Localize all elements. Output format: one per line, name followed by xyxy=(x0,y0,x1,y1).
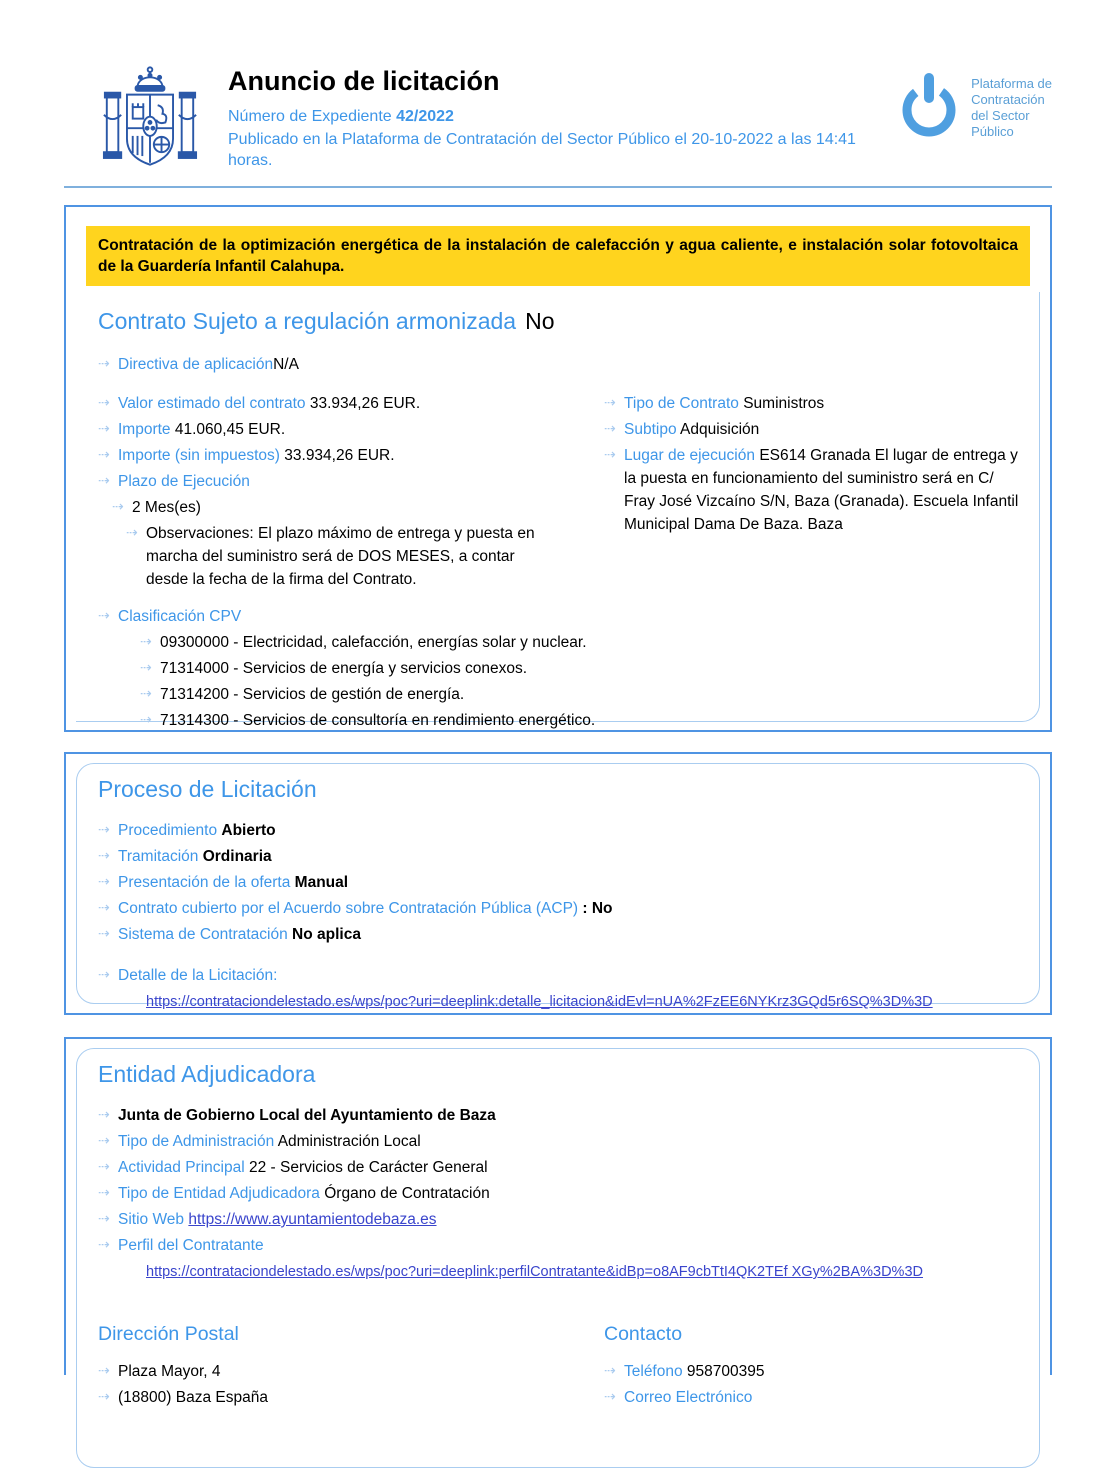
bullet-arrow-icon: ⇢ xyxy=(604,1389,616,1405)
field-value: 2 Mes(es) xyxy=(132,499,201,516)
field-value: Abierto xyxy=(221,822,276,839)
field-value: 33.934,26 EUR. xyxy=(309,395,421,412)
field-sistema-contratacion xyxy=(98,923,1024,946)
field-value: 41.060,45 EUR. xyxy=(174,421,286,438)
bullet-arrow-icon: ⇢ xyxy=(98,608,110,624)
bullet-arrow-icon: ⇢ xyxy=(112,499,124,515)
section-proceso-licitacion xyxy=(64,752,1052,1015)
field-label: Tramitación xyxy=(118,848,199,865)
power-button-icon xyxy=(897,70,961,138)
bullet-arrow-icon: ⇢ xyxy=(98,926,110,942)
field-label: Procedimiento xyxy=(118,822,218,839)
field-value: Suministros xyxy=(743,395,825,412)
field-value: Manual xyxy=(294,874,349,891)
bullet-arrow-icon: ⇢ xyxy=(98,1107,110,1123)
section-title-proceso: Proceso de Licitación xyxy=(98,776,317,802)
field-plazo-valor xyxy=(112,496,604,519)
bullet-arrow-icon: ⇢ xyxy=(140,634,152,650)
expediente-label: Número de Expediente xyxy=(228,108,392,125)
field-tipo-administracion xyxy=(98,1130,1024,1153)
bullet-arrow-icon: ⇢ xyxy=(98,848,110,864)
bullet-arrow-icon: ⇢ xyxy=(98,447,110,463)
bullet-arrow-icon: ⇢ xyxy=(98,874,110,890)
header-text-block xyxy=(228,66,860,171)
field-plazo-ejecucion xyxy=(98,470,604,493)
section-contrato xyxy=(64,205,1052,732)
cpv-item xyxy=(140,657,1024,680)
cpv-item xyxy=(140,683,1024,706)
detalle-url-line xyxy=(146,992,1024,1013)
section-title-entidad: Entidad Adjudicadora xyxy=(98,1061,316,1087)
field-label: Lugar de ejecución xyxy=(624,447,755,464)
field-label: Subtipo xyxy=(624,421,677,438)
field-lugar-ejecucion xyxy=(604,444,1024,536)
logo-text-line: Plataforma de xyxy=(971,76,1052,91)
cpv-item xyxy=(140,709,1024,732)
placsp-logo xyxy=(897,70,1052,140)
field-label: Contrato cubierto por el Acuerdo sobre Contratación Pública (ACP) xyxy=(118,900,579,917)
entity-name: Junta de Gobierno Local del Ayuntamiento de Baza xyxy=(118,1107,496,1124)
field-value: 958700395 xyxy=(686,1363,765,1380)
field-value: Ordinaria xyxy=(202,848,272,865)
bullet-arrow-icon: ⇢ xyxy=(604,395,616,411)
cpv-item-text: 71314300 - Servicios de consultoría en rendimiento energético. xyxy=(160,712,596,729)
cpv-list xyxy=(140,631,1024,732)
field-value: N/A xyxy=(273,356,299,373)
field-correo-electronico xyxy=(604,1386,1024,1409)
field-value: Adquisición xyxy=(680,421,760,438)
bullet-arrow-icon: ⇢ xyxy=(140,712,152,728)
contacto-block xyxy=(604,1297,1024,1409)
perfil-url-line xyxy=(146,1262,1024,1283)
cpv-item-text: 71314200 - Servicios de gestión de energía. xyxy=(160,686,465,703)
logo-text-line: Público xyxy=(971,124,1014,139)
field-direccion-line1 xyxy=(98,1360,604,1383)
field-label: Directiva de aplicación xyxy=(118,356,274,373)
field-value: Plaza Mayor, 4 xyxy=(118,1363,221,1380)
section-title-label: Contrato Sujeto a regulación armonizada xyxy=(98,308,517,334)
bullet-arrow-icon: ⇢ xyxy=(604,447,616,463)
field-label: Correo Electrónico xyxy=(624,1389,753,1406)
published-line: Publicado en la Plataforma de Contratación del Sector Público el 20-10-2022 a las 14:41 horas. xyxy=(228,131,856,169)
field-value: Observaciones: El plazo máximo de entrega y puesta en marcha del suministro será de DOS MESES, a contar desde la fecha de la firma del Contrato. xyxy=(146,525,535,588)
bullet-arrow-icon: ⇢ xyxy=(98,1237,110,1253)
field-value: (18800) Baza España xyxy=(118,1389,268,1406)
bullet-arrow-icon: ⇢ xyxy=(98,1133,110,1149)
field-value: No aplica xyxy=(292,926,361,943)
contract-left-column xyxy=(98,389,604,591)
field-label: Detalle de la Licitación: xyxy=(118,967,278,984)
field-label: Sitio Web xyxy=(118,1211,185,1228)
field-tipo-contrato xyxy=(604,392,1024,415)
field-label: Tipo de Administración xyxy=(118,1133,275,1150)
bullet-arrow-icon: ⇢ xyxy=(98,473,110,489)
expediente-line xyxy=(228,106,860,127)
field-label: Tipo de Contrato xyxy=(624,395,739,412)
contract-right-column xyxy=(604,389,1024,591)
bullet-arrow-icon: ⇢ xyxy=(126,525,138,541)
bullet-arrow-icon: ⇢ xyxy=(98,421,110,437)
field-procedimiento xyxy=(98,819,1024,842)
bullet-arrow-icon: ⇢ xyxy=(98,1389,110,1405)
bullet-arrow-icon: ⇢ xyxy=(140,660,152,676)
field-presentacion-oferta xyxy=(98,871,1024,894)
field-value: Administración Local xyxy=(277,1133,421,1150)
bullet-arrow-icon: ⇢ xyxy=(140,686,152,702)
field-importe xyxy=(98,418,604,441)
field-value: Órgano de Contratación xyxy=(324,1185,490,1202)
field-label: Plazo de Ejecución xyxy=(118,473,250,490)
spain-coat-of-arms-icon xyxy=(102,64,198,184)
field-value: 33.934,26 EUR. xyxy=(284,447,395,464)
field-label: Actividad Principal xyxy=(118,1159,245,1176)
field-detalle-licitacion xyxy=(98,964,1024,987)
cpv-item xyxy=(140,631,1024,654)
field-importe-sin-impuestos xyxy=(98,444,604,467)
field-label: Presentación de la oferta xyxy=(118,874,291,891)
field-label: Importe xyxy=(118,421,171,438)
bullet-arrow-icon: ⇢ xyxy=(98,1159,110,1175)
section-entidad-adjudicadora xyxy=(64,1037,1052,1406)
cpv-item-text: 71314000 - Servicios de energía y servicios conexos. xyxy=(160,660,528,677)
perfil-contratante-link[interactable]: https://contrataciondelestado.es/wps/poc?uri=deeplink:perfilContratante&idBp=o8AF9cbTtI4QK2TEf XGy%2BA%3D%3D xyxy=(146,1264,923,1280)
field-entity-name xyxy=(98,1104,1024,1127)
field-directiva xyxy=(98,353,1024,376)
document-header xyxy=(64,62,1052,184)
cpv-item-text: 09300000 - Electricidad, calefacción, energías solar y nuclear. xyxy=(160,634,587,651)
field-label: Clasificación CPV xyxy=(118,608,242,625)
field-label: Sistema de Contratación xyxy=(118,926,288,943)
field-direccion-line2 xyxy=(98,1386,604,1409)
field-sitio-web xyxy=(98,1208,1024,1231)
logo-text-line: Contratación xyxy=(971,92,1045,107)
bullet-arrow-icon: ⇢ xyxy=(98,900,110,916)
bullet-arrow-icon: ⇢ xyxy=(98,1363,110,1379)
field-label: Tipo de Entidad Adjudicadora xyxy=(118,1185,320,1202)
field-observaciones xyxy=(126,522,604,591)
bullet-arrow-icon: ⇢ xyxy=(604,1363,616,1379)
field-clasificacion-cpv xyxy=(98,605,1024,628)
field-tipo-entidad xyxy=(98,1182,1024,1205)
field-acp xyxy=(98,897,1024,920)
bullet-arrow-icon: ⇢ xyxy=(98,1185,110,1201)
contract-title-banner: Contratación de la optimización energética de la instalación de calefacción y agua caliente, e instalación solar fotovoltaica de la Guardería Infantil Calahupa. xyxy=(86,226,1030,286)
bullet-arrow-icon: ⇢ xyxy=(98,395,110,411)
section-title-value: No xyxy=(525,308,555,334)
field-value: ES614 Granada El lugar de entrega y la puesta en funcionamiento del suministro será en C/ Fray José Vizcaíno S/N, Baza (Granada). Escuela Infantil Municipal Dama De Baza. Baza xyxy=(624,447,1019,533)
bullet-arrow-icon: ⇢ xyxy=(98,1211,110,1227)
sitio-web-link[interactable]: https://www.ayuntamientodebaza.es xyxy=(188,1211,437,1228)
bullet-arrow-icon: ⇢ xyxy=(98,967,110,983)
direccion-postal-title: Dirección Postal xyxy=(98,1323,239,1345)
field-valor-estimado xyxy=(98,392,604,415)
section-title-regulacion xyxy=(98,308,1024,335)
field-value: : No xyxy=(582,900,613,917)
page-title: Anuncio de licitación xyxy=(228,66,500,96)
bullet-arrow-icon: ⇢ xyxy=(98,822,110,838)
field-label: Valor estimado del contrato xyxy=(118,395,306,412)
field-label: Perfil del Contratante xyxy=(118,1237,264,1254)
header-divider xyxy=(64,186,1052,188)
detalle-licitacion-link[interactable]: https://contrataciondelestado.es/wps/poc?uri=deeplink:detalle_licitacion&idEvl=nUA%2FzEE6NYKrz3GQd5r6SQ%3D%3D xyxy=(146,994,933,1010)
field-telefono xyxy=(604,1360,1024,1383)
direccion-postal-block xyxy=(98,1297,604,1409)
field-subtipo xyxy=(604,418,1024,441)
placsp-logo-text xyxy=(971,70,1052,140)
contacto-title: Contacto xyxy=(604,1323,683,1345)
bullet-arrow-icon: ⇢ xyxy=(604,421,616,437)
expediente-value: 42/2022 xyxy=(396,108,454,125)
field-tramitacion xyxy=(98,845,1024,868)
field-label: Importe (sin impuestos) xyxy=(118,447,280,464)
bullet-arrow-icon: ⇢ xyxy=(98,356,110,372)
logo-text-line: del Sector xyxy=(971,108,1030,123)
field-actividad-principal xyxy=(98,1156,1024,1179)
field-value: 22 - Servicios de Carácter General xyxy=(248,1159,488,1176)
field-perfil-contratante xyxy=(98,1234,1024,1257)
field-label: Teléfono xyxy=(624,1363,683,1380)
